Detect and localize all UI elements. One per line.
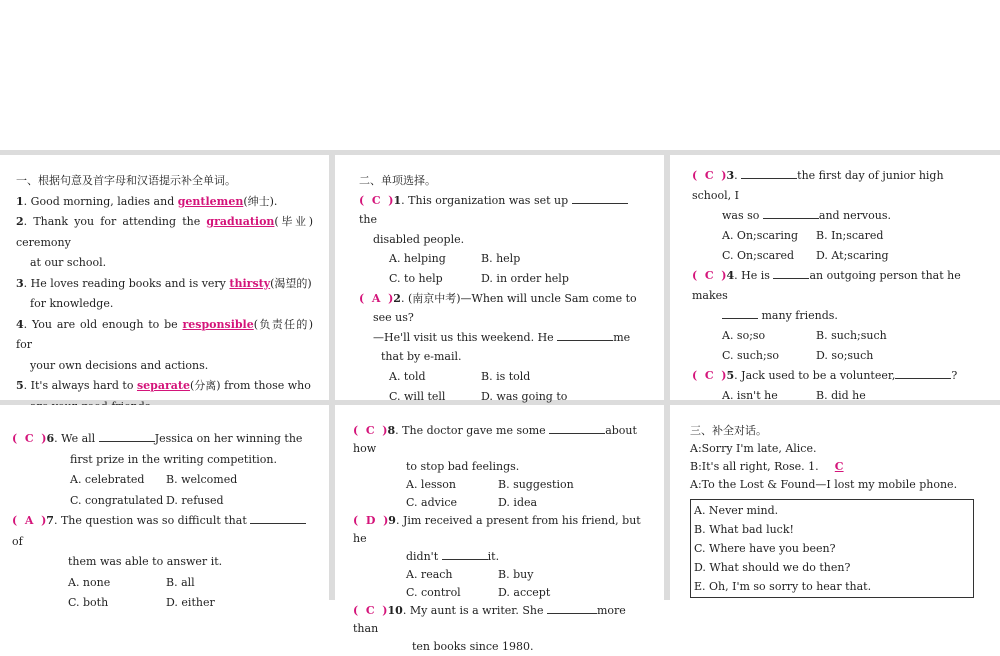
q8-answer: C	[365, 424, 375, 437]
s1-item-5: 5. It's always hard to separate(分离) from those who	[16, 379, 311, 392]
option-a: A. Never mind.	[694, 504, 779, 517]
q3-line2: was so and nervous.	[722, 209, 891, 222]
q1-blank	[572, 193, 628, 204]
q3-line1: ( C )3. the first day of junior high school, I	[692, 169, 944, 202]
dialog-line-1: A:Sorry I'm late, Alice.	[690, 442, 817, 455]
s1-item-3-cont: for knowledge.	[30, 297, 114, 310]
q6-answer: C	[24, 432, 34, 445]
q3-options: A. On;scaring B. In;scared C. On;scared D. At;scaring	[722, 229, 889, 262]
answer-gentlemen: gentlemen	[177, 194, 244, 208]
option-d: D. What should we do then?	[694, 561, 851, 574]
section-1-heading: 一、根据句意及首字母和汉语提示补全单词。	[16, 174, 236, 187]
q4-blank-1	[773, 268, 809, 279]
q6-options: A. celebrated B. welcomed C. congratulated D. refused	[70, 473, 238, 507]
q10-line2: ten books since 1980.	[412, 640, 534, 653]
questions-3-5-panel	[670, 155, 1000, 400]
q4-line2: many friends.	[692, 306, 982, 326]
section-1-panel	[0, 155, 329, 400]
dialog-line-2: B:It's all right, Rose. 1. C	[690, 458, 990, 476]
questions-8-10-panel	[335, 405, 664, 653]
q1-options: A. helping B. help C. to help D. in order help	[389, 252, 569, 285]
s1-item-3: 3. He loves reading books and is very thirsty(渴望的)	[16, 276, 312, 290]
q4-line1: ( C )4. He is an outgoing person that he makes	[692, 269, 961, 302]
q2-blank	[557, 330, 613, 341]
q7-line2: them was able to answer it.	[68, 555, 223, 568]
section-3-panel	[670, 405, 1000, 600]
answer-responsible: responsible	[182, 317, 254, 331]
q4-answer: C	[704, 269, 714, 282]
dialog-line-3: A:To the Lost & Found—I lost my mobile phone.	[690, 478, 958, 491]
q6-line1: ( C )6. We all Jessica on her winning the	[12, 432, 303, 445]
q5-answer: C	[704, 369, 714, 382]
q2-line4: that by e-mail.	[381, 350, 462, 364]
q4-blank-2	[722, 308, 758, 319]
answer-separate: separate	[136, 379, 190, 392]
s1-item-4: 4. You are old enough to be responsible(负责任的) for	[16, 317, 313, 351]
q8-blank	[549, 423, 605, 434]
section-2-heading: 二、单项选择。	[359, 174, 436, 187]
q5-options: A. isn't he B. did he	[722, 389, 866, 402]
q3-answer: C	[704, 169, 714, 182]
q2-line1: ( A )2. (南京中考)—When will uncle Sam come to	[359, 291, 637, 305]
q8-line2: to stop bad feelings.	[406, 460, 520, 473]
q7-line1: ( A )7. The question was so difficult that of	[12, 511, 315, 552]
q2-options: A. told B. is told C. will tell D. was going to	[389, 369, 568, 403]
q9-answer: D	[365, 514, 376, 527]
q9-line2: didn't it.	[406, 550, 500, 563]
option-e: E. Oh, I'm so sorry to hear that.	[694, 580, 872, 593]
q1-answer: C	[371, 193, 381, 207]
s1-item-2: 2. Thank you for attending the graduation(毕业) ceremony	[16, 215, 313, 249]
q9-options: A. reach B. buy C. control D. accept	[406, 568, 551, 599]
q2-answer: A	[371, 291, 381, 305]
q1-line2: disabled people.	[373, 232, 465, 246]
q7-answer: A	[24, 514, 34, 527]
q2-line3: —He'll visit us this weekend. He me	[373, 330, 631, 344]
q5-blank	[895, 368, 951, 379]
q3-blank-2	[763, 208, 819, 219]
section-3-heading: 三、补全对话。	[690, 424, 767, 437]
q8-options: A. lesson B. suggestion C. advice D. idea	[406, 478, 574, 509]
q10-answer: C	[365, 604, 375, 617]
q1-line1: ( C )1. This organization was set up the	[359, 191, 644, 230]
s1-item-1: 1. Good morning, ladies and gentlemen(绅士).	[16, 194, 278, 208]
q8-line1: ( C )8. The doctor gave me some about how	[353, 424, 637, 455]
q10-line1: ( C )10. My aunt is a writer. She more than	[353, 604, 626, 635]
q6-blank	[99, 431, 155, 442]
q6-line2: first prize in the writing competition.	[70, 452, 277, 466]
answer-graduation: graduation	[206, 215, 275, 228]
q10-blank	[547, 603, 597, 614]
q5-line1: ( C )5. Jack used to be a volunteer, ?	[692, 369, 958, 382]
options-box	[690, 499, 974, 598]
q7-blank	[250, 513, 306, 524]
q4-options: A. so;so B. such;such C. such;so D. so;such	[722, 329, 887, 362]
q3-blank-1	[741, 168, 797, 179]
q7-options: A. none B. all C. both D. either	[68, 575, 215, 609]
s1-item-4-cont: your own decisions and actions.	[30, 358, 209, 372]
s1-item-2-cont: at our school.	[30, 256, 107, 269]
answer-thirsty: thirsty	[229, 276, 271, 290]
q2-line2: see us?	[373, 311, 414, 325]
q9-line1: ( D )9. Jim received a present from his friend, but he	[353, 514, 641, 545]
option-b: B. What bad luck!	[694, 523, 794, 536]
questions-6-7-panel	[0, 405, 329, 609]
dialog-answer-1: C	[834, 460, 844, 473]
section-2-panel	[335, 155, 664, 403]
option-c: C. Where have you been?	[694, 542, 836, 555]
q9-blank	[442, 549, 488, 560]
